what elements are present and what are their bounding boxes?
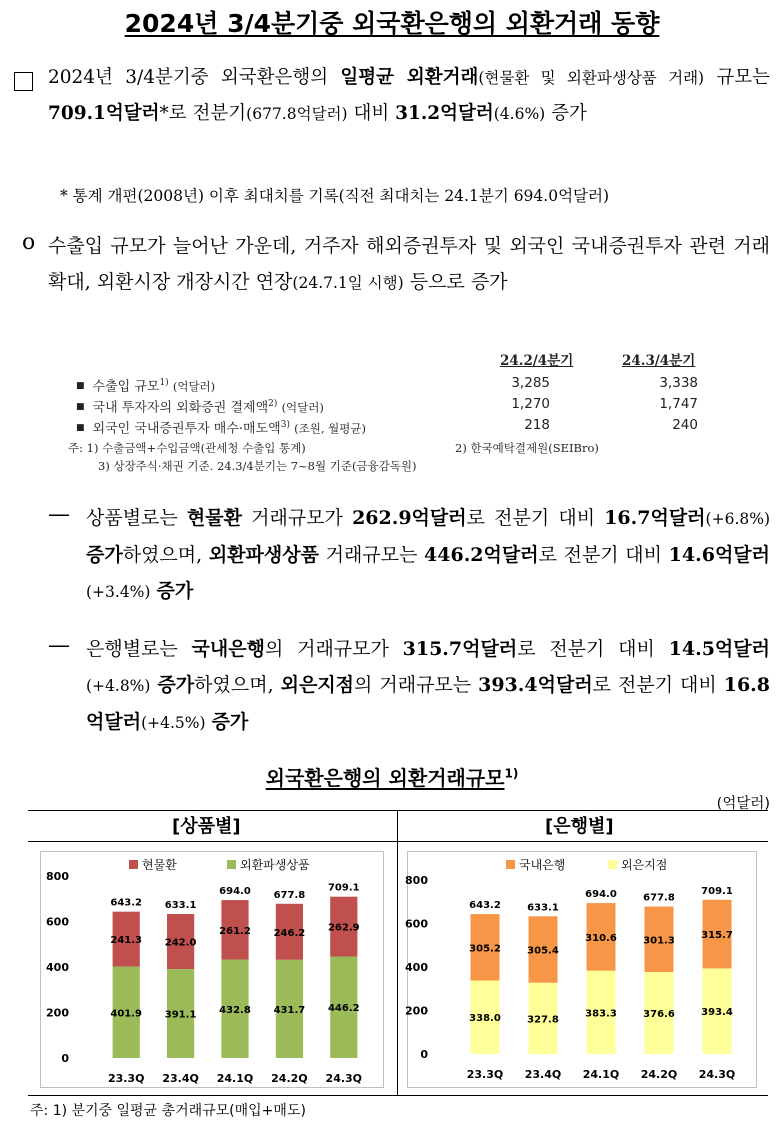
total-label: 633.1 (164, 899, 197, 911)
x-tick-label: 24.1Q (582, 1068, 620, 1081)
y-tick-label: 600 (46, 915, 69, 929)
table-footnote-1: 주: 1) 수출금액+수입금액(관세청 수출입 통계) (68, 441, 306, 455)
table-cell: 1,747 (659, 396, 698, 412)
data-label: 401.9 (110, 1008, 143, 1020)
record-note: * 통계 개편(2008년) 이후 최대치를 기록(직전 최대치는 24.1분기 694.0억달러) (60, 187, 610, 205)
y-tick-label: 400 (405, 961, 428, 974)
data-label: 376.6 (643, 1009, 675, 1021)
x-tick-label: 24.1Q (216, 1072, 254, 1085)
y-tick-label: 0 (61, 1052, 69, 1065)
table-cell: 240 (672, 417, 698, 433)
charts-footnote: 주: 1) 분기중 일평균 총거래규모(매입+매도) (30, 1103, 306, 1119)
divider (397, 810, 398, 1096)
square-bullet-icon: ■ (76, 423, 85, 434)
data-label: 393.4 (701, 1007, 733, 1019)
x-tick-label: 24.3Q (698, 1068, 736, 1081)
y-tick-label: 800 (46, 870, 69, 883)
total-label: 643.2 (469, 900, 501, 912)
data-label: 431.7 (273, 1004, 306, 1016)
legend-swatch (227, 860, 236, 869)
data-label: 301.3 (643, 935, 675, 947)
total-label: 677.8 (643, 892, 675, 904)
legend-label: 현물환 (142, 858, 177, 872)
x-tick-label: 24.2Q (640, 1068, 678, 1081)
unit-label: (억달러) (716, 796, 770, 812)
square-bullet-icon: ■ (76, 381, 85, 392)
total-label: 643.2 (110, 897, 143, 909)
dash-bullet-icon: — (48, 633, 70, 658)
data-label: 262.9 (327, 922, 360, 934)
legend-label: 외환파생상품 (240, 858, 310, 872)
table-row: ■ 외국인 국내증권투자 매수·매도액$^{3)}$ (조원, 월평균) (76, 420, 366, 437)
table-row: ■ 수출입 규모$^{1)}$ (억달러) (76, 378, 216, 395)
table-cell: 3,285 (511, 375, 550, 391)
product-chart (41, 852, 385, 1089)
table-cell: 3,338 (659, 375, 698, 391)
dash-bullet-icon: — (48, 502, 70, 527)
legend-swatch (129, 860, 138, 869)
bank-chart (405, 852, 758, 1089)
table-header-q3: 24.3/4분기 (622, 353, 696, 369)
x-tick-label: 23.3Q (466, 1068, 504, 1081)
data-label: 261.2 (219, 925, 251, 937)
data-label: 310.6 (585, 932, 617, 944)
x-tick-label: 23.4Q (524, 1068, 562, 1081)
product-paragraph: 상품별로는 현물환 거래규모가 262.9억달러로 전분기 대비 16.7억달러(+6.8%) 증가하였으며, 외환파생상품 거래규모는 446.2억달러로 전분기 대비 14.6억달러(+3.4%) 증가 (86, 507, 771, 602)
total-label: 709.1 (701, 885, 733, 897)
indicator-table (0, 0, 784, 480)
data-label: 432.8 (219, 1004, 251, 1016)
charts-title: 외국환은행의 외환거래규모$^{1)}$ (265, 766, 519, 790)
data-label: 305.4 (527, 945, 559, 957)
table-footnote-2: 2) 한국예탁결제원(SEIBro) (455, 441, 599, 455)
panel-head-bank: [은행별] (545, 816, 614, 837)
data-label: 391.1 (164, 1009, 197, 1021)
data-label: 327.8 (527, 1014, 559, 1026)
table-row: ■ 국내 투자자의 외화증권 결제액$^{2)}$ (억달러) (76, 399, 324, 416)
y-tick-label: 600 (405, 917, 428, 931)
legend-swatch (608, 860, 617, 869)
data-label: 305.2 (469, 943, 501, 955)
y-tick-label: 200 (405, 1004, 428, 1018)
summary-paragraph: 2024년 3/4분기중 외국환은행의 일평균 외환거래(현물환 및 외환파생상품 거래) 규모는 709.1억달러*로 전분기(677.8억달러) 대비 31.2억달러(4.6%) 증가 (48, 67, 770, 124)
data-label: 246.2 (273, 927, 306, 939)
total-label: 677.8 (273, 889, 306, 901)
data-label: 383.3 (585, 1008, 617, 1020)
table-header-q2: 24.2/4분기 (500, 353, 574, 369)
product-chart-box (40, 851, 384, 1088)
x-tick-label: 23.3Q (107, 1072, 145, 1085)
panel-head-product: [상품별] (172, 816, 241, 837)
data-label: 241.3 (110, 935, 143, 947)
table-cell: 218 (524, 417, 550, 433)
data-label: 242.0 (164, 937, 197, 949)
data-label: 446.2 (327, 1003, 360, 1015)
y-tick-label: 0 (420, 1048, 428, 1061)
data-label: 338.0 (469, 1013, 501, 1025)
legend-swatch (506, 860, 515, 869)
cause-paragraph: 수출입 규모가 늘어난 가운데, 거주자 해외증권투자 및 외국인 국내증권투자 관련 거래 확대, 외환시장 개장시간 연장(24.7.1일 시행) 등으로 증가 (48, 235, 770, 293)
y-tick-label: 800 (405, 874, 428, 887)
x-tick-label: 23.4Q (162, 1072, 199, 1085)
square-bullet-icon: ■ (76, 402, 85, 413)
page-title: 2024년 3/4분기중 외국환은행의 외환거래 동향 (124, 9, 660, 38)
table-footnote-3: 3) 상장주식·채권 기준. 24.3/4분기는 7~8월 기준(금융감독원) (98, 459, 417, 473)
y-tick-label: 400 (46, 961, 69, 974)
x-tick-label: 24.3Q (325, 1072, 363, 1085)
total-label: 633.1 (527, 902, 559, 914)
circle-bullet-icon: o (22, 230, 36, 255)
divider (28, 841, 768, 842)
x-tick-label: 24.2Q (271, 1072, 308, 1085)
bank-paragraph: 은행별로는 국내은행의 거래규모가 315.7억달러로 전분기 대비 14.5억달러(+4.8%) 증가하였으며, 외은지점의 거래규모는 393.4억달러로 전분기 대비 16.8억달러(+4.5%) 증가 (86, 638, 770, 733)
total-label: 694.0 (585, 889, 617, 901)
data-label: 315.7 (701, 930, 733, 942)
total-label: 709.1 (327, 882, 360, 894)
table-cell: 1,270 (511, 396, 550, 412)
legend-label: 외은지점 (621, 858, 668, 872)
total-label: 694.0 (219, 886, 251, 898)
y-tick-label: 200 (46, 1006, 69, 1020)
bank-chart-box (407, 851, 757, 1088)
legend-label: 국내은행 (519, 858, 566, 872)
